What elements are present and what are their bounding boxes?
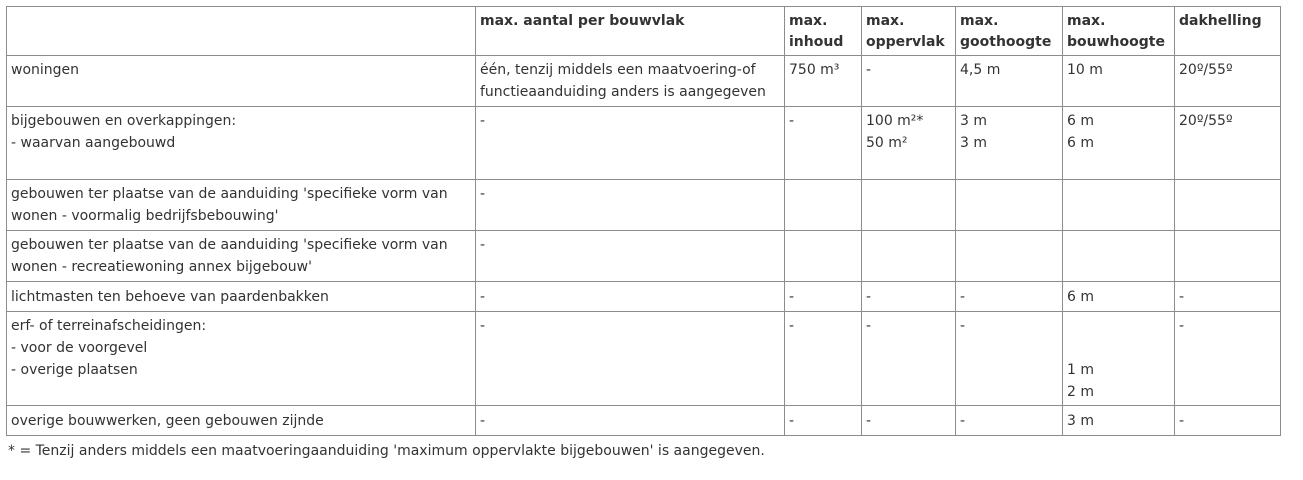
max-volume-cell: - xyxy=(785,282,862,312)
max-volume-cell: 750 m³ xyxy=(785,56,862,107)
table-row xyxy=(7,231,1281,282)
max-building-height-cell: 10 m xyxy=(1063,56,1175,107)
max-volume-cell xyxy=(785,180,862,231)
table-row xyxy=(7,56,1281,107)
max-area-cell xyxy=(862,180,956,231)
max-count-cell: - xyxy=(476,282,785,312)
table-row xyxy=(7,312,1281,406)
max-area-cell: - xyxy=(862,282,956,312)
max-count-cell: één, tenzij middels een maatvoering-of functieaanduiding anders is aangegeven xyxy=(476,56,785,107)
max-volume-cell: - xyxy=(785,107,862,180)
row-label: erf- of terreinafscheidingen: - voor de voorgevel - overige plaatsen xyxy=(7,312,476,406)
max-gutter-height-cell: - xyxy=(956,282,1063,312)
header-cell-max-count: max. aantal per bouwvlak xyxy=(476,7,785,56)
max-count-cell: - xyxy=(476,312,785,406)
max-building-height-cell xyxy=(1063,180,1175,231)
row-label: gebouwen ter plaatse van de aanduiding 'specifieke vorm van wonen - voormalig bedrijfsbebouwing' xyxy=(7,180,476,231)
roof-pitch-cell: - xyxy=(1175,312,1281,406)
max-count-cell: - xyxy=(476,107,785,180)
max-gutter-height-cell: 3 m 3 m xyxy=(956,107,1063,180)
header-cell-max-building-height: max. bouwhoogte xyxy=(1063,7,1175,56)
max-gutter-height-cell: 4,5 m xyxy=(956,56,1063,107)
max-count-cell: - xyxy=(476,180,785,231)
max-gutter-height-cell: - xyxy=(956,406,1063,436)
row-label: overige bouwwerken, geen gebouwen zijnde xyxy=(7,406,476,436)
regulations-table-container xyxy=(6,6,1281,460)
max-volume-cell xyxy=(785,231,862,282)
regulations-table xyxy=(6,6,1281,436)
max-gutter-height-cell: - xyxy=(956,312,1063,406)
max-volume-cell: - xyxy=(785,312,862,406)
max-building-height-cell: 6 m xyxy=(1063,282,1175,312)
roof-pitch-cell: - xyxy=(1175,406,1281,436)
table-row xyxy=(7,180,1281,231)
max-area-cell: - xyxy=(862,56,956,107)
row-label: woningen xyxy=(7,56,476,107)
header-cell-max-volume: max. inhoud xyxy=(785,7,862,56)
max-count-cell: - xyxy=(476,231,785,282)
header-cell-max-area: max. oppervlak xyxy=(862,7,956,56)
max-area-cell: 100 m²* 50 m² xyxy=(862,107,956,180)
max-count-cell: - xyxy=(476,406,785,436)
roof-pitch-cell: 20º/55º xyxy=(1175,107,1281,180)
max-gutter-height-cell xyxy=(956,231,1063,282)
header-cell-roof-pitch: dakhelling xyxy=(1175,7,1281,56)
max-building-height-cell: 3 m xyxy=(1063,406,1175,436)
table-row xyxy=(7,282,1281,312)
table-row xyxy=(7,406,1281,436)
roof-pitch-cell: 20º/55º xyxy=(1175,56,1281,107)
table-header-row xyxy=(7,7,1281,56)
roof-pitch-cell xyxy=(1175,231,1281,282)
max-area-cell: - xyxy=(862,312,956,406)
max-area-cell xyxy=(862,231,956,282)
table-row xyxy=(7,107,1281,180)
row-label: bijgebouwen en overkappingen: - waarvan aangebouwd xyxy=(7,107,476,180)
max-gutter-height-cell xyxy=(956,180,1063,231)
max-building-height-cell: 1 m 2 m xyxy=(1063,312,1175,406)
roof-pitch-cell: - xyxy=(1175,282,1281,312)
table-footnote: * = Tenzij anders middels een maatvoeringaanduiding 'maximum oppervlakte bijgebouwen' is aangegeven. xyxy=(8,443,765,459)
row-label: lichtmasten ten behoeve van paardenbakken xyxy=(7,282,476,312)
roof-pitch-cell xyxy=(1175,180,1281,231)
max-building-height-cell xyxy=(1063,231,1175,282)
max-volume-cell: - xyxy=(785,406,862,436)
max-building-height-cell: 6 m 6 m xyxy=(1063,107,1175,180)
max-area-cell: - xyxy=(862,406,956,436)
header-cell-max-gutter-height: max. goothoogte xyxy=(956,7,1063,56)
row-label: gebouwen ter plaatse van de aanduiding 'specifieke vorm van wonen - recreatiewoning annex bijgebouw' xyxy=(7,231,476,282)
header-cell-category xyxy=(7,7,476,56)
